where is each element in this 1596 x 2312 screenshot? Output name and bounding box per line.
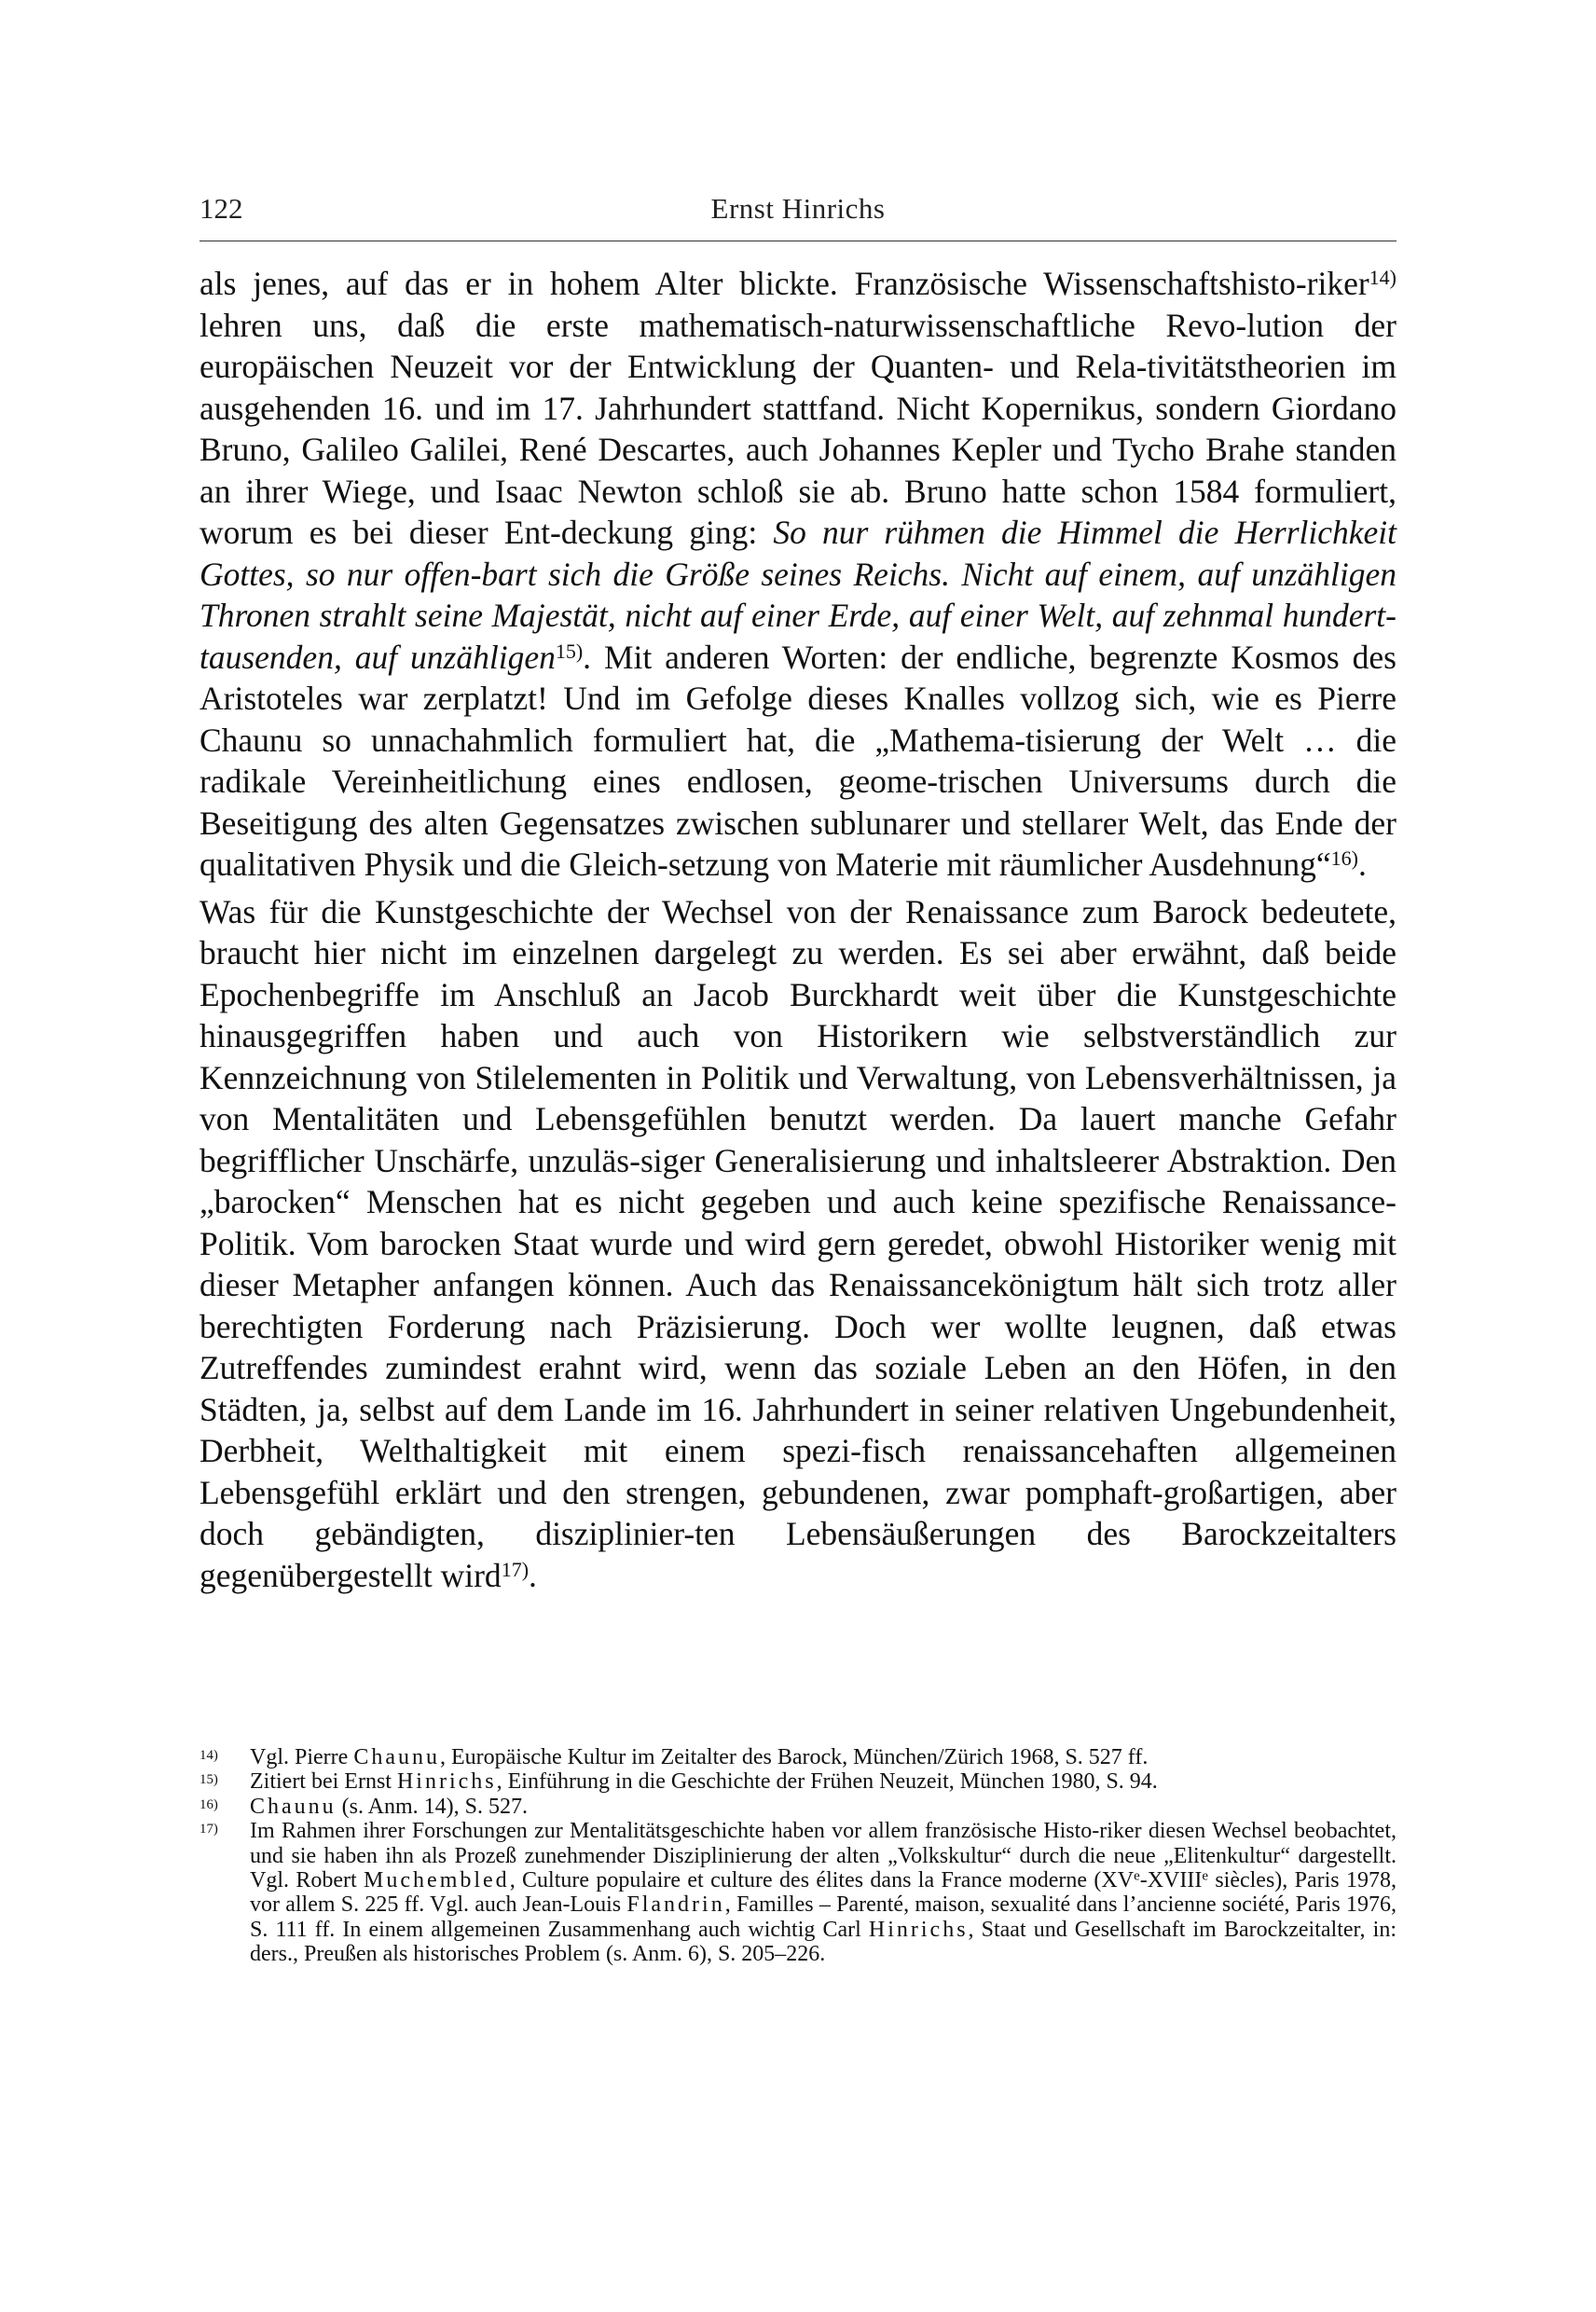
superscript: e (1202, 1868, 1208, 1884)
author-name: Hinrichs (396, 1769, 497, 1795)
footnote-text: , Familles – Parenté, maison, sexualité dans l’ancienne société, Paris 1976, S. 111 ff. In einem allgemeinen Zusammenhang auch wichtig Carl (250, 1892, 1397, 1942)
footnote-text: Im Rahmen ihrer Forschungen zur Mentalitätsgeschichte haben vor allem französische Histo-riker diesen Wechsel beobachtet, und sie haben ihn als Prozeß zunehmender Disziplinierung der alten „Volkskultur“ durch die neue „Elitenkultur“ dargestellt. Vgl. Robert (250, 1819, 1396, 1893)
author-name: Muchembled (364, 1868, 510, 1893)
text-run: . (1357, 846, 1367, 883)
footnote-number: 14) (200, 1747, 218, 1763)
footnote-text: , Europäische Kultur im Zeitalter des Barock, München/Zürich 1968, S. 527 ff. (439, 1745, 1149, 1769)
footnote-17 (200, 1819, 1396, 1966)
text-run: . (529, 1556, 537, 1594)
footnote-16 (200, 1795, 1396, 1819)
paragraph-1 (200, 263, 1396, 886)
author-name: Flandrin (626, 1892, 725, 1918)
text-run: lehren uns, daß die erste mathematisch-naturwissenschaftliche Revo-lution der europäischen Neuzeit vor der Entwicklung der Quanten- und Rela-tivitätstheorien im ausgehenden 16. und im 17. Jahrhundert stattfand. Nicht Kopernikus, sondern Giordano Bruno, Galileo Galilei, René Descartes, auch Johannes Kepler und Tycho Brahe standen an ihrer Wiege, und Isaac Newton schloß sie ab. Bruno hatte schon 1584 formuliert, worum es bei dieser Ent-deckung ging: (200, 306, 1396, 551)
footnote-14 (200, 1745, 1396, 1769)
footnote-text: -XVIII (1139, 1868, 1203, 1893)
footnote-mark (200, 1745, 218, 1769)
footnote-mark (200, 1819, 218, 1843)
text-run: Was für die Kunstgeschichte der Wechsel von der Renaissance zum Barock bedeutete, braucht hier nicht im einzelnen dargelegt zu werden. Es sei aber erwähnt, daß beide Epochenbegriffe im Anschluß an Jacob Burckhardt weit über die Kunstgeschichte hinausgegriffen haben und auch von Historikern wie selbstverständlich zur Kennzeichnung von Stilelementen in Politik und Verwaltung, von Lebensverhältnissen, ja von Mentalitäten und Lebensgefühlen benutzt werden. Da lauert manche Gefahr begrifflicher Unschärfe, unzuläs-siger Generalisierung und inhaltsleerer Abstraktion. Den „barocken“ Menschen hat es nicht gegeben und auch keine spezifische Renaissance-Politik. Vom barocken Staat wurde und wird gern geredet, obwohl Historiker wenig mit dieser Metapher anfangen können. Auch das Renaissancekönigtum hält sich trotz aller berechtigten Forderung nach Präzisierung. Doch wer wollte leugnen, daß etwas Zutreffendes zumindest erahnt wird, wenn das soziale Leben an den Höfen, in den Städten, ja, selbst auf dem Lande im 16. Jahrhundert in seiner relativen Ungebundenheit, Derbheit, Welthaltigkeit mit einem spezi-fisch renaissancehaften allgemeinen Lebensgefühl erklärt und den strengen, gebundenen, zwar pomphaft-großartigen, aber doch gebändigten, disziplinier-ten Lebensäußerungen des Barockzeitalters gegenübergestellt wird (200, 892, 1396, 1594)
footnote-text: Vgl. Pierre (250, 1745, 354, 1769)
author-name: Hinrichs (868, 1917, 969, 1942)
superscript: e (1134, 1868, 1140, 1884)
footnote-15 (200, 1769, 1396, 1794)
footnote-ref-16[interactable]: 16) (1330, 846, 1358, 870)
footnotes (200, 1745, 1396, 1967)
footnote-number: 17) (200, 1822, 218, 1837)
text-run: . Mit anderen Worten: der endliche, begrenzte Kosmos des Aristoteles war zerplatzt! Und im Gefolge dieses Knalles vollzog sich, wie es Pierre Chaunu so unnachahmlich formuliert hat, die „Mathema-tisierung der Welt … die radikale Vereinheitlichung eines endlosen, geome-trischen Universums durch die Beseitigung des alten Gegensatzes zwischen sublunarer und stellarer Welt, das Ende der qualitativen Physik und die Gleich-setzung von Materie mit räumlicher Ausdehnung“ (200, 638, 1396, 883)
footnote-number: 15) (200, 1772, 218, 1788)
footnote-text: (s. Anm. 14), S. 527. (336, 1794, 529, 1819)
text-run: als jenes, auf das er in hohem Alter blickte. Französische Wissenschaftshisto-riker (200, 265, 1369, 302)
footnote-text: , Einführung in die Geschichte der Frühen Neuzeit, München 1980, S. 94. (496, 1769, 1158, 1795)
footnote-text: Zitiert bei Ernst (250, 1769, 397, 1795)
footnote-mark (200, 1769, 218, 1794)
page-number: 122 (200, 192, 243, 225)
paragraph-2 (200, 891, 1396, 1597)
footnote-text: , Staat und Gesellschaft im Barockzeitalter, in: ders., Preußen als historisches Problem (s. Anm. 6), S. 205–226. (250, 1917, 1396, 1967)
footnote-ref-14[interactable]: 14) (1369, 266, 1396, 289)
author-name: Chaunu (250, 1794, 337, 1819)
main-text (200, 263, 1396, 1596)
running-title: Ernst Hinrichs (710, 192, 886, 225)
footnote-mark (200, 1795, 218, 1819)
footnote-ref-15[interactable]: 15) (555, 639, 584, 663)
bruno-quote: So nur rühmen die Himmel die Herrlichkeit Gottes, so nur offen-bart sich die Größe seines Reichs. Nicht auf einem, auf unzähligen Thronen strahlt seine Majestät, nicht auf einer Erde, auf einer Welt, auf zehnmal hundert-tausenden, auf unzähligen (200, 514, 1397, 676)
footnote-text: , Culture populaire et culture des élites dans la France moderne (XV (509, 1868, 1135, 1893)
footnote-number: 16) (200, 1796, 218, 1812)
footnote-text: siècles), Paris 1978, vor allem S. 225 ff. Vgl. auch Jean-Louis (250, 1868, 1396, 1918)
page-header (200, 192, 1396, 233)
footnote-ref-17[interactable]: 17) (501, 1557, 530, 1581)
author-name: Chaunu (353, 1745, 440, 1769)
